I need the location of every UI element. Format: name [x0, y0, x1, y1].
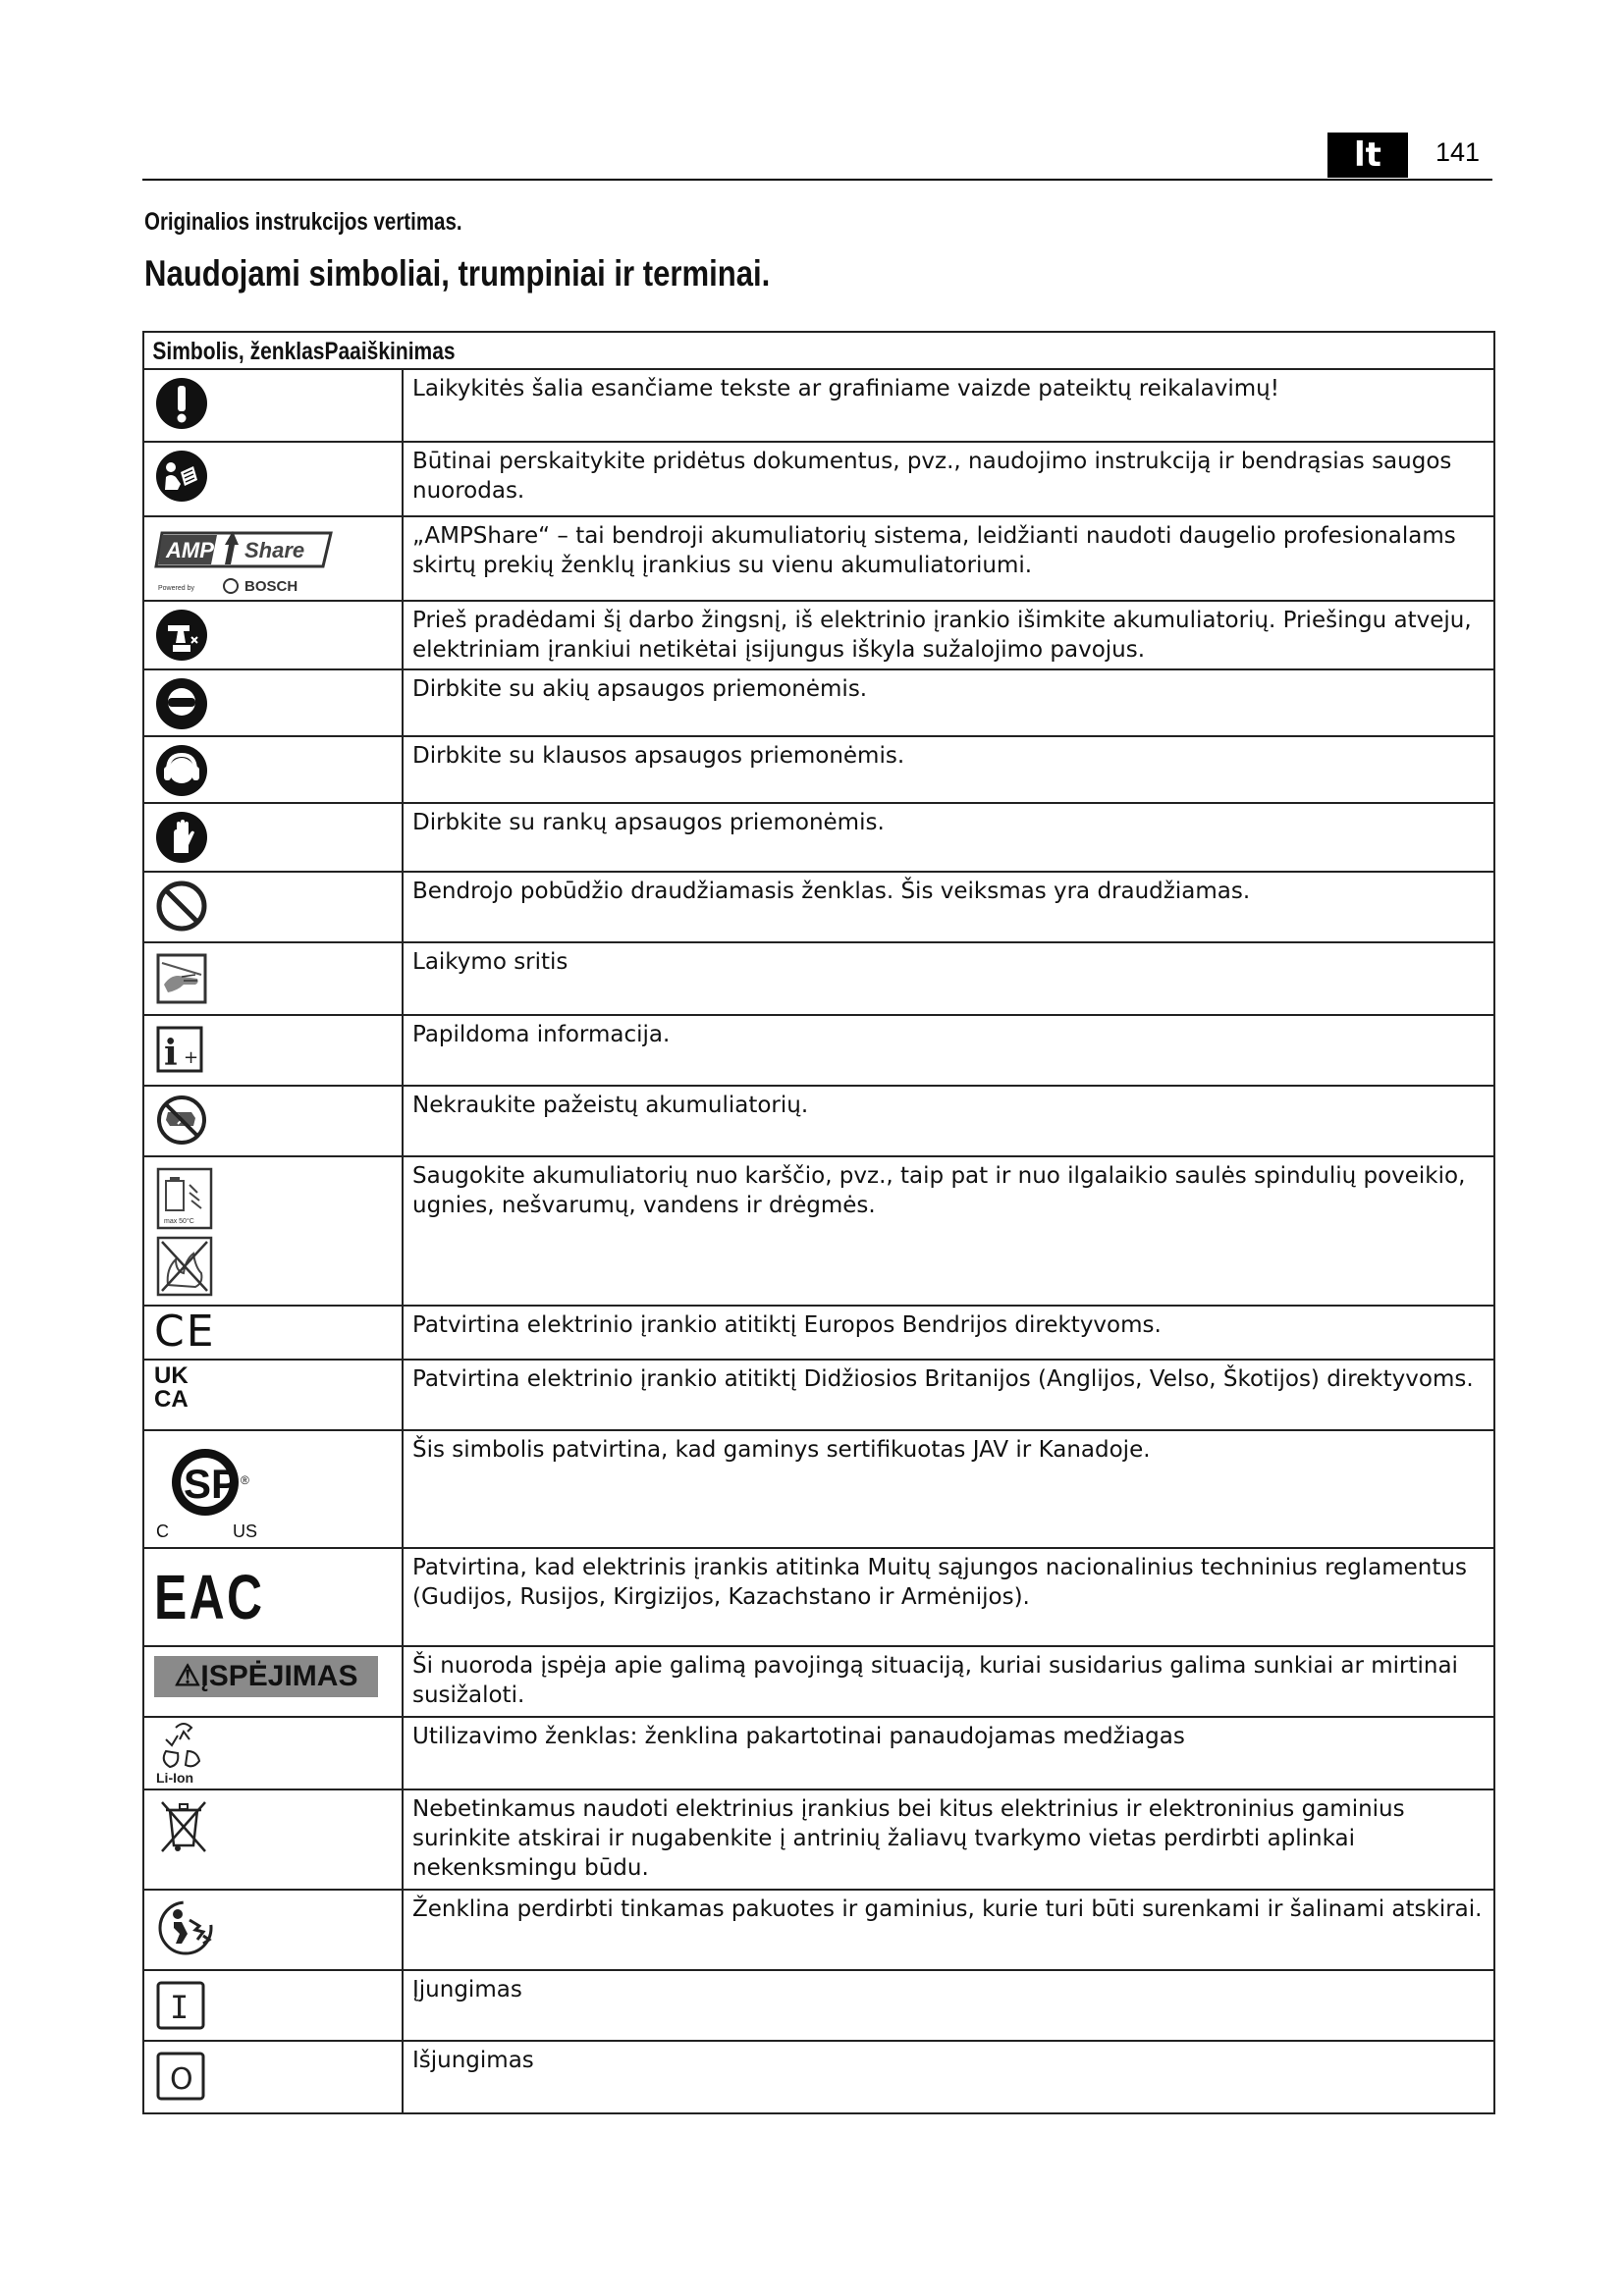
- csa-mark-left: C: [156, 1522, 169, 1541]
- symbols-table: [142, 331, 1495, 2114]
- row-description: Saugokite akumuliatorių nuo karščio, pvz., taip pat ir nuo ilgalaikio saulės spindulių poveikio, ugnies, nešvarumų, vandens ir drėgmės.: [412, 1163, 1466, 1218]
- csa-mark-letters: SP: [184, 1461, 240, 1507]
- header-rule: [142, 179, 1492, 181]
- triman-icon: [154, 1896, 217, 1959]
- hand-protection-icon: [154, 810, 209, 865]
- page-title: Naudojami simboliai, trumpiniai ir terminai.: [144, 253, 771, 294]
- ampshare-logo-share: Share: [244, 538, 305, 562]
- ampshare-logo-brand: BOSCH: [244, 578, 298, 595]
- column-header-symbol: Simbolis, ženklas: [152, 338, 325, 365]
- svg-text:+: +: [184, 1047, 199, 1068]
- row-description: Dirbkite su rankų apsaugos priemonėmis.: [412, 810, 885, 835]
- warning-label: ⚠ĮSPĖJIMAS: [154, 1656, 378, 1697]
- svg-text:i: i: [164, 1033, 178, 1074]
- column-header-meaning: Paaiškinimas: [324, 338, 456, 365]
- no-damaged-battery-icon: [154, 1093, 209, 1148]
- recycling-li-ion-text: Li-Ion: [156, 1770, 194, 1786]
- table-header-row: [143, 332, 1494, 369]
- ampshare-logo-amp: AMP: [166, 538, 214, 562]
- table-row: [143, 1717, 1494, 1789]
- language-badge: lt: [1327, 133, 1408, 178]
- csa-mark-registered: ®: [241, 1473, 249, 1487]
- csa-mark-right: US: [233, 1522, 258, 1541]
- table-row: [143, 872, 1494, 942]
- row-description: Būtinai perskaitykite pridėtus dokumentus, pvz., naudojimo instrukciją ir bendrąsias saugos nuorodas.: [412, 449, 1452, 504]
- ukca-mark-bottom: CA: [154, 1386, 189, 1413]
- row-description: Laikykitės šalia esančiame tekste ar grafiniame vaizde pateiktų reikalavimų!: [412, 376, 1279, 401]
- row-description: Laikymo sritis: [412, 949, 568, 975]
- table-row: [143, 1086, 1494, 1156]
- table-row: [143, 1789, 1494, 1890]
- table-row: [143, 601, 1494, 669]
- row-description: Šis simbolis patvirtina, kad gaminys sertifikuotas JAV ir Kanadoje.: [412, 1437, 1151, 1463]
- table-row: [143, 1890, 1494, 1970]
- row-description: Bendrojo pobūdžio draudžiamasis ženklas. Šis veiksmas yra draudžiamas.: [412, 879, 1251, 904]
- switch-off-mark: O: [170, 2062, 193, 2097]
- table-header: [143, 332, 1494, 369]
- read-manual-icon: [154, 449, 209, 504]
- table-row: [143, 1430, 1494, 1548]
- table-row: [143, 669, 1494, 736]
- row-description: Utilizavimo ženklas: ženklina pakartotinai panaudojamas medžiagas: [412, 1724, 1185, 1749]
- table-row: [143, 803, 1494, 872]
- table-row: [143, 942, 1494, 1015]
- row-description: Nekraukite pažeistų akumuliatorių.: [412, 1093, 809, 1118]
- row-description: Ženklina perdirbti tinkamas pakuotes ir gaminius, kurie turi būti surenkami ir šalinami atskirai.: [412, 1896, 1483, 1922]
- table-row: [143, 1360, 1494, 1430]
- eac-mark-icon: EAC: [154, 1562, 265, 1632]
- row-description: Prieš pradėdami šį darbo žingsnį, iš elektrinio įrankio išimkite akumuliatorių. Priešingu atveju, elektriniam įrankiui netikėtai įsijungus iškyla sužalojimo pavojus.: [412, 608, 1472, 663]
- weee-bin-icon: [154, 1796, 213, 1855]
- table-row: [143, 1548, 1494, 1646]
- table-row: [143, 442, 1494, 516]
- row-description: Patvirtina elektrinio įrankio atitiktį Europos Bendrijos direktyvoms.: [412, 1312, 1162, 1338]
- switch-off-icon: [154, 2048, 209, 2103]
- ukca-mark-top: UK: [154, 1362, 189, 1389]
- row-description: Nebetinkamus naudoti elektrinius įrankius bei kitus elektrinius ir elektroninius gaminius surinkite atskirai ir nugabenkite į antrinių žaliavų tvarkymo vietas perdirbti aplinkai nekenksmingu būdu.: [412, 1796, 1405, 1881]
- table-row: [143, 1306, 1494, 1360]
- battery-heat-temp-label: max 50°C: [164, 1218, 194, 1225]
- ce-mark-icon: CE: [154, 1307, 216, 1357]
- table-row: [143, 1646, 1494, 1717]
- eye-protection-icon: [154, 676, 209, 731]
- prohibition-icon: [154, 879, 209, 934]
- row-description: Patvirtina, kad elektrinis įrankis atitinka Muitų sąjungos nacionalinius techninius reglamentus (Gudijos, Rusijos, Kirgizijos, Kazachstano ir Armėnijos).: [412, 1555, 1467, 1610]
- table-row: [143, 1156, 1494, 1306]
- row-description: Dirbkite su akių apsaugos priemonėmis.: [412, 676, 868, 702]
- table-row: [143, 1015, 1494, 1086]
- exclamation-icon: [154, 376, 209, 431]
- table-row: [143, 369, 1494, 442]
- row-description: Dirbkite su klausos apsaugos priemonėmis.: [412, 743, 905, 769]
- ukca-mark-icon: [154, 1364, 402, 1412]
- table-row: [143, 1970, 1494, 2041]
- info-plus-icon: [154, 1022, 209, 1077]
- recycling-li-ion-icon: [154, 1722, 213, 1787]
- document-subtitle: Originalios instrukcijos vertimas.: [144, 208, 462, 236]
- row-description: Išjungimas: [412, 2048, 534, 2073]
- ampshare-logo-powered: Powered by: [158, 585, 194, 592]
- csa-mark-icon: [154, 1437, 272, 1543]
- switch-on-icon: [154, 1977, 209, 2032]
- battery-heat-icon: [154, 1163, 217, 1301]
- row-description: Įjungimas: [412, 1977, 522, 2002]
- remove-battery-icon: [154, 608, 209, 663]
- table-row: [143, 2041, 1494, 2113]
- gripping-area-icon: [154, 949, 209, 1004]
- ear-protection-icon: [154, 743, 209, 798]
- row-description: Papildoma informacija.: [412, 1022, 671, 1047]
- ampshare-logo: [154, 523, 341, 600]
- table-row: [143, 736, 1494, 803]
- row-description: Ši nuoroda įspėja apie galimą pavojingą situaciją, kuriai susidarius galima sunkiai ar mirtinai susižaloti.: [412, 1653, 1458, 1708]
- table-row: [143, 516, 1494, 601]
- row-description: Patvirtina elektrinio įrankio atitiktį Didžiosios Britanijos (Anglijos, Velso, Škotijos) direktyvoms.: [412, 1366, 1474, 1392]
- row-description: „AMPShare“ – tai bendroji akumuliatorių sistema, leidžianti naudoti daugelio profesionalams skirtų prekių ženklų įrankius su vienu akumuliatoriumi.: [412, 523, 1456, 578]
- page-number: 141: [1435, 137, 1481, 167]
- switch-on-mark: I: [170, 1989, 189, 2026]
